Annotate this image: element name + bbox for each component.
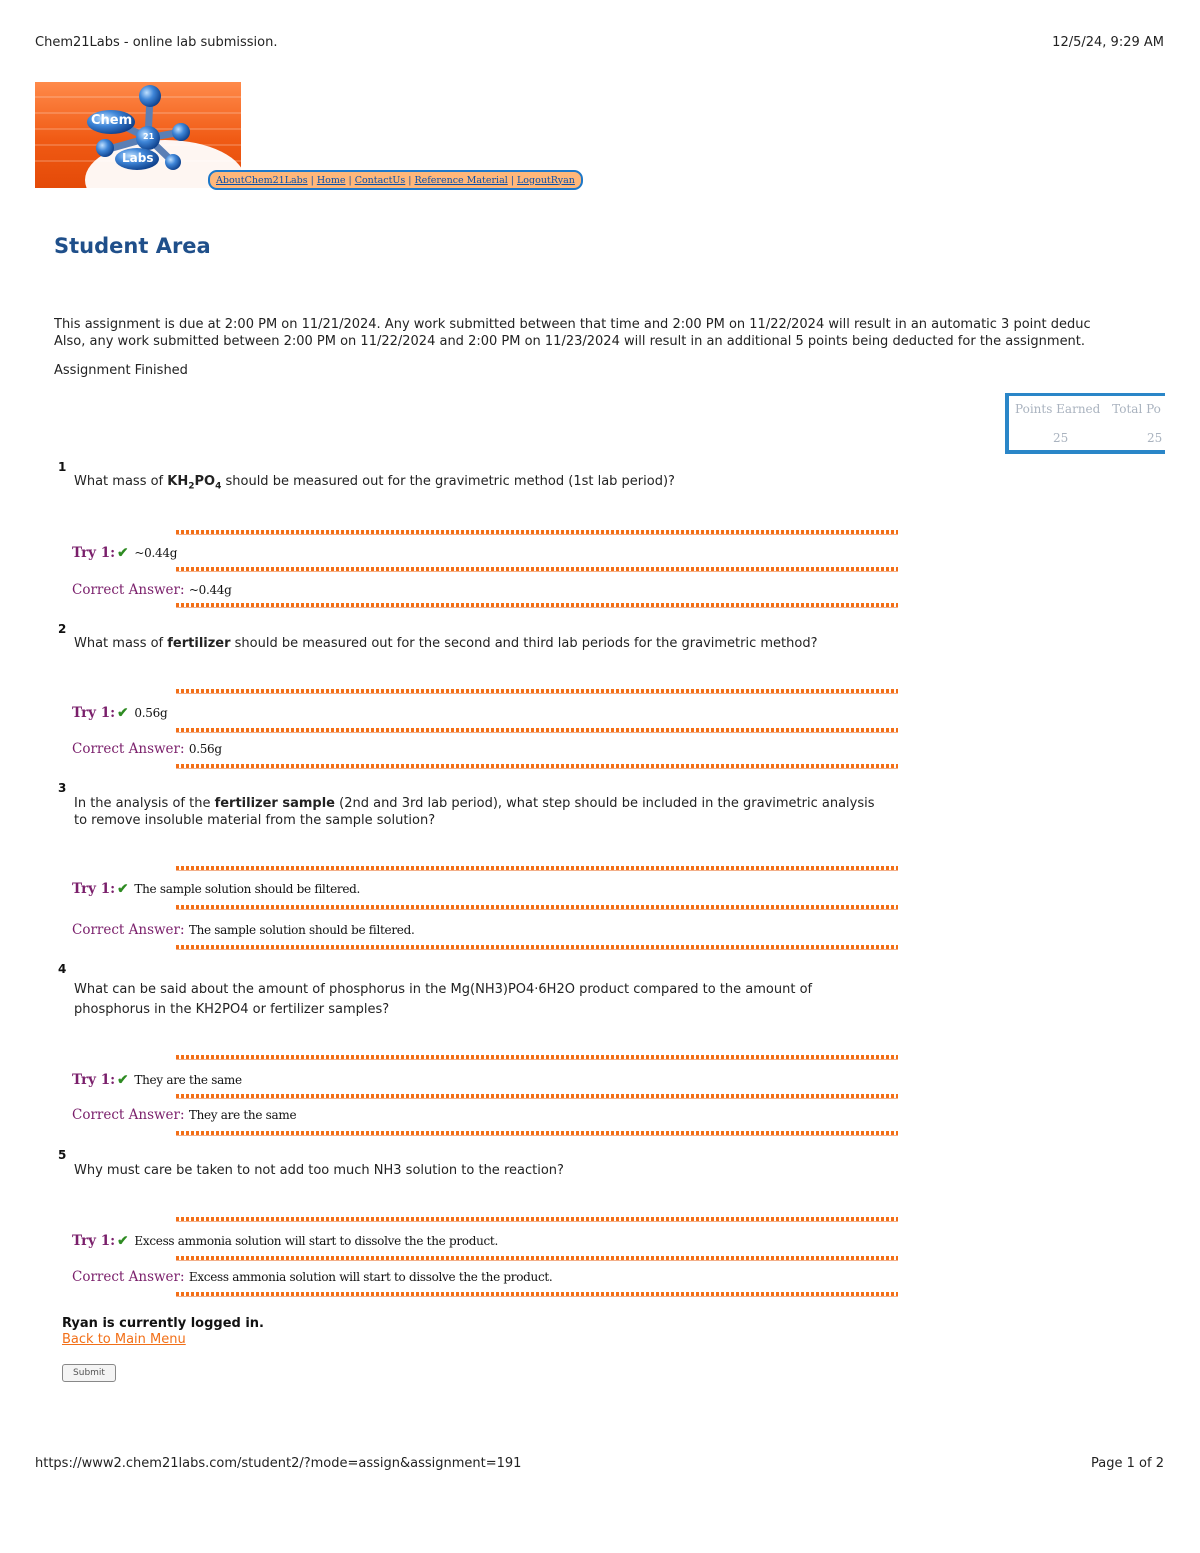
correct-answer-row: [72, 1269, 552, 1285]
browser-page-title: Chem21Labs - online lab submission.: [35, 35, 278, 50]
points-earned-label: Points Earned: [1015, 402, 1101, 416]
nav-about-link[interactable]: AboutChem21Labs: [216, 174, 308, 186]
due-date-notice-line2: Also, any work submitted between 2:00 PM on 11/22/2024 and 2:00 PM on 11/23/2024 will result in an additional 5 points being deducted for the assignment.: [54, 334, 1086, 349]
question-text: [74, 980, 934, 1020]
total-points-value: 25: [1147, 431, 1163, 445]
nav-home-link[interactable]: Home: [316, 174, 346, 186]
submit-button[interactable]: Submit: [62, 1364, 116, 1382]
correct-answer-label: Correct Answer:: [72, 582, 185, 598]
divider: [176, 1055, 898, 1060]
correct-answer-label: Correct Answer:: [72, 741, 185, 757]
divider: [176, 530, 898, 535]
try-1-row: [72, 705, 167, 721]
divider: [176, 1292, 898, 1297]
correct-answer-value: 0.56g: [188, 742, 222, 756]
question-number: 2: [58, 622, 67, 636]
correct-answer-value: The sample solution should be filtered.: [188, 923, 415, 937]
try-answer: They are the same: [134, 1073, 242, 1087]
try-1-row: [72, 1072, 242, 1088]
correct-answer-label: Correct Answer:: [72, 1107, 185, 1123]
checkmark-icon: ✔: [117, 881, 129, 897]
try-answer: ~0.44g: [134, 546, 178, 560]
divider: [176, 905, 898, 910]
divider: [176, 728, 898, 733]
divider: [176, 689, 898, 694]
divider: [176, 764, 898, 769]
correct-answer-value: ~0.44g: [188, 583, 232, 597]
correct-answer-value: They are the same: [188, 1108, 297, 1122]
correct-answer-row: [72, 741, 222, 757]
checkmark-icon: ✔: [117, 705, 129, 721]
question-text-part: phosphorus in the KH2PO4 or fertilizer samples?: [74, 1002, 390, 1017]
nav-separator: |: [510, 174, 514, 186]
divider: [176, 1256, 898, 1261]
correct-answer-label: Correct Answer:: [72, 1269, 185, 1285]
nav-logout-link[interactable]: LogoutRyan: [516, 174, 575, 186]
nav-separator: |: [310, 174, 314, 186]
divider: [176, 866, 898, 871]
divider: [176, 1094, 898, 1099]
try-answer: Excess ammonia solution will start to dissolve the the product.: [134, 1234, 498, 1248]
question-number: 4: [58, 962, 67, 976]
question-text-part: What mass of: [74, 636, 168, 651]
correct-answer-value: Excess ammonia solution will start to dissolve the the product.: [188, 1270, 553, 1284]
question-number: 1: [58, 460, 67, 474]
divider: [176, 945, 898, 950]
divider: [176, 567, 898, 572]
try-1-row: [72, 1233, 498, 1249]
logo-text-21: 21: [143, 132, 155, 141]
nav-contact-link[interactable]: ContactUs: [354, 174, 406, 186]
checkmark-icon: ✔: [117, 1072, 129, 1088]
correct-answer-row: [72, 922, 414, 938]
nav-reference-link[interactable]: Reference Material: [414, 174, 508, 186]
question-text-part: to remove insoluble material from the sample solution?: [74, 813, 436, 828]
try-answer: The sample solution should be filtered.: [134, 882, 361, 896]
total-points-label: Total Po: [1112, 402, 1161, 416]
due-date-notice: [54, 316, 1165, 350]
back-to-main-menu-link[interactable]: Back to Main Menu: [62, 1332, 186, 1347]
divider: [176, 1217, 898, 1222]
try-1-row: [72, 881, 360, 897]
nav-separator: |: [348, 174, 352, 186]
question-text-bold: fertilizer: [167, 636, 231, 651]
question-text-bold: fertilizer sample: [214, 796, 335, 811]
correct-answer-label: Correct Answer:: [72, 922, 185, 938]
question-text-part: should be measured out for the second and third lab periods for the gravimetric method?: [230, 636, 818, 651]
try-1-row: [72, 545, 177, 561]
question-text: [74, 795, 934, 829]
question-formula-kh2po4: $KH_2PO_4$: [167, 474, 222, 492]
page-number: Page 1 of 2: [1091, 1456, 1164, 1471]
browser-datetime: 12/5/24, 9:29 AM: [1052, 35, 1164, 50]
due-date-notice-line1: This assignment is due at 2:00 PM on 11/21/2024. Any work submitted between that time and 2:00 PM on 11/22/2024 will result in an automatic 3 point deduc: [54, 317, 1091, 332]
divider: [176, 603, 898, 608]
correct-answer-row: [72, 1107, 296, 1123]
question-text-part: (2nd and 3rd lab period), what step should be included in the gravimetric analysis: [335, 796, 875, 811]
question-text-part: What mass of: [74, 474, 168, 489]
try-label: Try 1:: [72, 705, 116, 721]
question-text: Why must care be taken to not add too much NH3 solution to the reaction?: [74, 1163, 564, 1178]
top-nav-bar: [208, 170, 583, 190]
checkmark-icon: ✔: [117, 545, 129, 561]
try-label: Try 1:: [72, 1072, 116, 1088]
question-text: [74, 473, 934, 496]
question-number: 5: [58, 1148, 67, 1162]
logo-text-labs: Labs: [122, 151, 154, 165]
points-summary-box: [1005, 393, 1165, 454]
points-earned-value: 25: [1053, 431, 1069, 445]
page-title: Student Area: [54, 234, 211, 258]
try-label: Try 1:: [72, 881, 116, 897]
question-text-part: should be measured out for the gravimetric method (1st lab period)?: [221, 474, 675, 489]
checkmark-icon: ✔: [117, 1233, 129, 1249]
question-text: [74, 635, 934, 652]
divider: [176, 1131, 898, 1136]
assignment-status: Assignment Finished: [54, 363, 188, 378]
try-label: Try 1:: [72, 1233, 116, 1249]
logged-in-status: Ryan is currently logged in.: [62, 1316, 264, 1331]
logo-text-chem: Chem: [91, 113, 133, 128]
correct-answer-row: [72, 582, 232, 598]
try-answer: 0.56g: [134, 706, 168, 720]
question-number: 3: [58, 781, 67, 795]
question-text-part: In the analysis of the: [74, 796, 215, 811]
question-text-part: What can be said about the amount of phosphorus in the Mg(NH3)PO4·6H2O product compared to the amount of: [74, 982, 813, 997]
browser-url: https://www2.chem21labs.com/student2/?mode=assign&assignment=191: [35, 1456, 522, 1471]
try-label: Try 1:: [72, 545, 116, 561]
nav-separator: |: [408, 174, 412, 186]
